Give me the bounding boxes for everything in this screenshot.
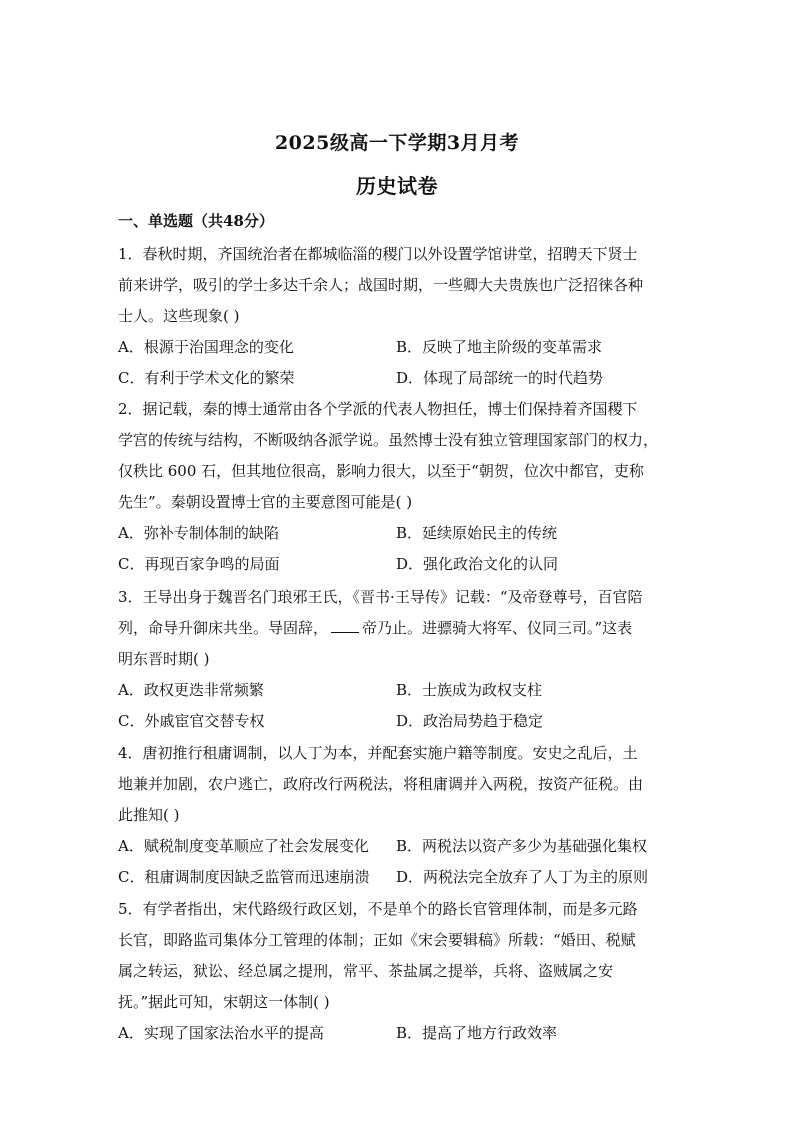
question-3-line-2-start: 列，命导升御床共坐。导固辞，: [118, 619, 329, 637]
question-3-line-2: [118, 617, 632, 638]
question-1-option-d: D．体现了局部统一的时代趋势: [396, 369, 604, 387]
question-2-option-a: A．弥补专制体制的缺陷: [118, 524, 279, 542]
question-2-line-3: 仅秩比 600 石，但其地位很高，影响力很大，以至于“朝贺，位次中都官，吏称: [118, 462, 644, 480]
fill-blank: [331, 620, 359, 633]
exam-subtitle: 历史试卷: [356, 174, 438, 198]
exam-title: 2025级高一下学期3月月考: [274, 132, 520, 154]
question-4-line-1: 4．唐初推行租庸调制，以人丁为本，并配套实施户籍等制度。安史之乱后，土: [118, 744, 638, 762]
question-4-option-a: A．赋税制度变革顺应了社会发展变化: [118, 837, 369, 855]
question-3-option-c: C．外戚宦官交替专权: [118, 712, 265, 730]
question-2-line-1: 2．据记载，秦的博士通常由各个学派的代表人物担任，博士们保持着齐国稷下: [118, 400, 638, 418]
section-heading: 一、单选题（共48分）: [118, 212, 274, 230]
question-2-option-d: D．强化政治文化的认同: [396, 555, 559, 573]
question-5-option-a: A．实现了国家法治水平的提高: [118, 1024, 324, 1042]
question-1-option-a: A．根源于治国理念的变化: [118, 338, 294, 356]
question-1-option-c: C．有利于学术文化的繁荣: [118, 369, 295, 387]
question-4-option-c: C．租庸调制度因缺乏监管而迅速崩溃: [118, 868, 370, 886]
question-4-option-b: B．两税法以资产多少为基础强化集权: [396, 837, 648, 855]
question-3-option-a: A．政权更迭非常频繁: [118, 681, 264, 699]
question-3-option-d: D．政治局势趋于稳定: [396, 712, 544, 730]
question-1-line-2: 前来讲学，吸引的学士多达千余人；战国时期，一些卿大夫贵族也广泛招徕各种: [118, 276, 644, 294]
question-1-option-b: B．反映了地主阶级的变革需求: [396, 338, 603, 356]
question-2-line-2: 学宫的传统与结构，不断吸纳各派学说。虽然博士没有独立管理国家部门的权力，: [118, 431, 659, 449]
question-3-line-3: 明东晋时期( ): [118, 650, 210, 668]
question-5-line-3: 属之转运，狱讼、经总属之提刑，常平、茶盐属之提举，兵将、盗贼属之安: [118, 962, 614, 980]
question-4-option-d: D．两税法完全放弃了人丁为主的原则: [396, 868, 649, 886]
question-2-line-4: 先生”。秦朝设置博士官的主要意图可能是( ): [118, 493, 413, 511]
question-1-line-3: 士人。这些现象( ): [118, 307, 240, 325]
question-4-line-3: 此推知( ): [118, 806, 180, 824]
question-5-line-1: 5．有学者指出，宋代路级行政区划，不是单个的路长官管理体制，而是多元路: [118, 900, 638, 918]
question-5-option-b: B．提高了地方行政效率: [396, 1024, 558, 1042]
question-5-line-4: 抚。”据此可知，宋朝这一体制( ): [118, 993, 330, 1011]
question-3-line-1: 3．王导出身于魏晋名门琅邪王氏，《晋书·王导传》记载：“及帝登尊号，百官陪: [118, 588, 643, 606]
question-4-line-2: 地兼并加剧，农户逃亡，政府改行两税法，将租庸调并入两税，按资产征税。由: [118, 775, 644, 793]
question-1-line-1: 1．春秋时期，齐国统治者在都城临淄的稷门以外设置学馆讲堂，招聘天下贤士: [118, 245, 638, 263]
question-3-line-2-end: 帝乃止。进骠骑大将军、仪同三司。”这表: [362, 619, 633, 637]
question-2-option-c: C．再现百家争鸣的局面: [118, 555, 280, 573]
question-5-line-2: 长官，即路监司集体分工管理的体制；正如《宋会要辑稿》所载：“婚田、税赋: [118, 931, 636, 949]
question-3-option-b: B．士族成为政权支柱: [396, 681, 543, 699]
question-2-option-b: B．延续原始民主的传统: [396, 524, 558, 542]
